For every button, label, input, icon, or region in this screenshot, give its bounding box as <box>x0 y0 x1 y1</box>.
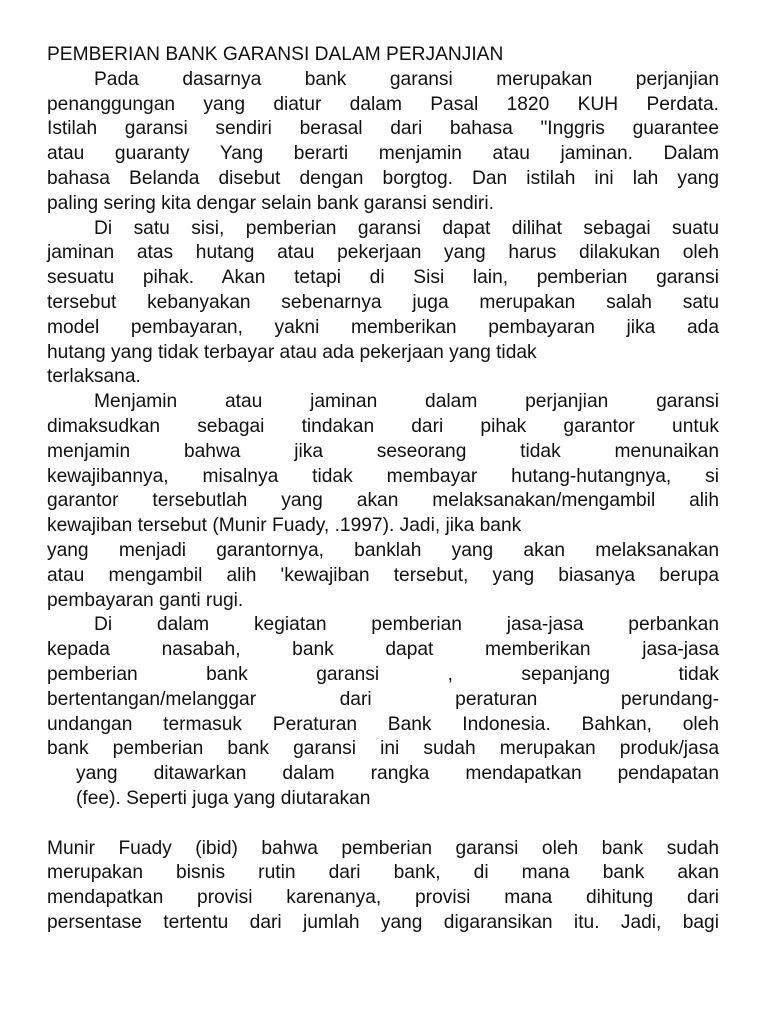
paragraph-4 <box>47 613 719 811</box>
text-line: model pembayaran, yakni memberikan pembayaran jika ada <box>47 316 719 338</box>
paragraph-1 <box>47 68 719 217</box>
text-line: Istilah garansi sendiri berasal dari bahasa "Inggris guarantee <box>47 118 719 140</box>
text-line: atau mengambil alih 'kewajiban tersebut, yang biasanya berupa <box>47 564 719 586</box>
text-line: yang ditawarkan dalam rangka mendapatkan pendapatan <box>76 763 719 785</box>
text-line: merupakan bisnis rutin dari bank, di mana bank akan <box>47 862 719 884</box>
text-line: kewajibannya, misalnya tidak membayar hutang-hutangnya, si <box>47 465 719 487</box>
text-line: kewajiban tersebut (Munir Fuady, .1997). Jadi, jika bank <box>47 515 522 537</box>
text-line: bahasa Belanda disebut dengan borgtog. Dan istilah ini lah yang <box>47 167 719 189</box>
paragraph-2 <box>47 217 719 391</box>
document-title: PEMBERIAN BANK GARANSI DALAM PERJANJIAN <box>47 44 504 65</box>
text-line: pemberian bank garansi , sepanjang tidak <box>47 663 719 685</box>
text-line: terlaksana. <box>47 366 141 388</box>
text-line: Pada dasarnya bank garansi merupakan perjanjian <box>94 68 719 90</box>
document-page <box>47 43 719 936</box>
paragraph-3 <box>47 390 719 613</box>
text-line: Menjamin atau jaminan dalam perjanjian garansi <box>94 391 719 413</box>
text-line: persentase tertentu dari jumlah yang digaransikan itu. Jadi, bagi <box>47 911 719 933</box>
text-line: (fee). Seperti juga yang diutarakan <box>76 787 371 809</box>
text-line: tersebut kebanyakan sebenarnya juga merupakan salah satu <box>47 291 719 313</box>
text-line: Di satu sisi, pemberian garansi dapat dilihat sebagai suatu <box>94 217 719 239</box>
text-line: hutang yang tidak terbayar atau ada pekerjaan yang tidak <box>47 341 537 363</box>
text-line: paling sering kita dengar selain bank garansi sendiri. <box>47 192 494 214</box>
text-line: bank pemberian bank garansi ini sudah merupakan produk/jasa <box>47 738 719 760</box>
text-line: Di dalam kegiatan pemberian jasa-jasa perbankan <box>94 614 719 636</box>
text-line: atau guaranty Yang berarti menjamin atau jaminan. Dalam <box>47 143 719 165</box>
paragraph-5 <box>47 837 719 936</box>
text-line: Munir Fuady (ibid) bahwa pemberian garansi oleh bank sudah <box>47 837 719 859</box>
text-line: undangan termasuk Peraturan Bank Indonesia. Bahkan, oleh <box>47 713 719 735</box>
text-line: bertentangan/melanggar dari peraturan perundang- <box>47 688 719 710</box>
text-line: garantor tersebutlah yang akan melaksanakan/mengambil alih <box>47 490 719 512</box>
text-line: sesuatu pihak. Akan tetapi di Sisi lain, pemberian garansi <box>47 267 719 289</box>
text-line: menjamin bahwa jika seseorang tidak menunaikan <box>47 440 719 462</box>
text-line: kepada nasabah, bank dapat memberikan jasa-jasa <box>47 639 719 661</box>
text-line: jaminan atas hutang atau pekerjaan yang harus dilakukan oleh <box>47 242 719 264</box>
text-line: penanggungan yang diatur dalam Pasal 1820 KUH Perdata. <box>47 93 719 115</box>
text-line: mendapatkan provisi karenanya, provisi mana dihitung dari <box>47 887 719 909</box>
text-line: pembayaran ganti rugi. <box>47 589 244 611</box>
text-line: yang menjadi garantornya, banklah yang akan melaksanakan <box>47 539 719 561</box>
text-line: dimaksudkan sebagai tindakan dari pihak garantor untuk <box>47 415 719 437</box>
